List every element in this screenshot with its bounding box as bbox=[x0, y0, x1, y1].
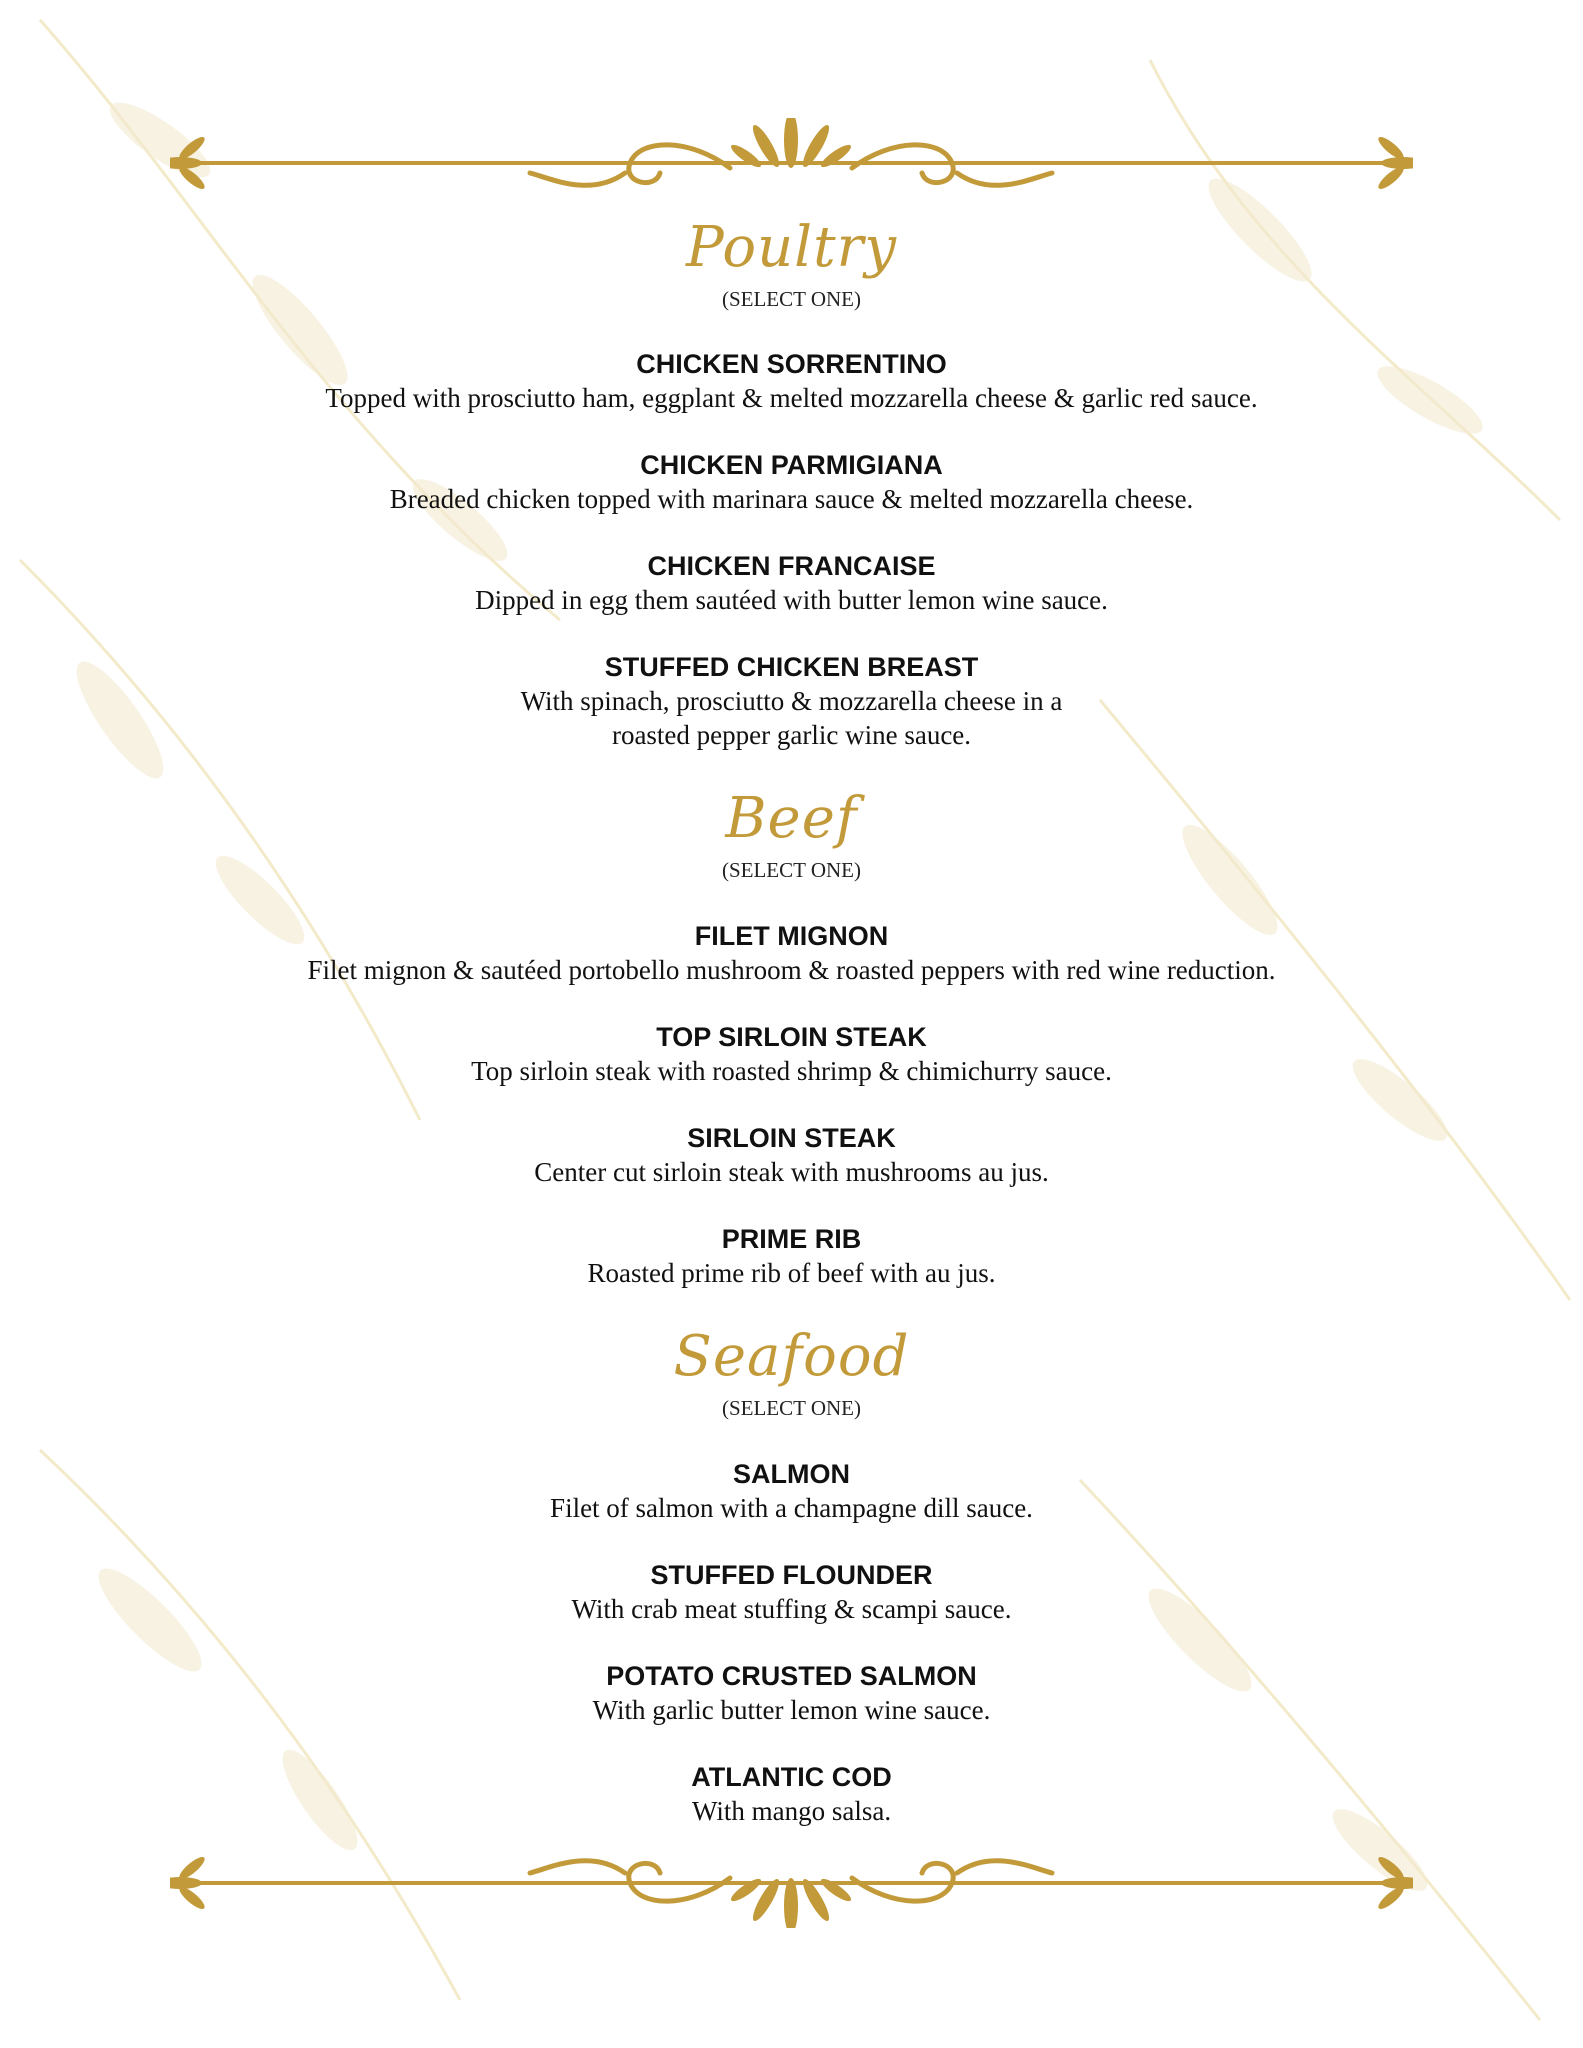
menu-item bbox=[0, 1222, 1583, 1290]
item-description: Top sirloin steak with roasted shrimp & chimichurry sauce. bbox=[471, 1056, 1112, 1086]
item-description: With mango salsa. bbox=[691, 1796, 892, 1826]
menu-item bbox=[0, 1121, 1583, 1189]
item-description: Breaded chicken topped with marinara sauce & melted mozzarella cheese. bbox=[389, 484, 1194, 514]
section-note-beef: (SELECT ONE) bbox=[721, 858, 861, 882]
item-name: TOP SIRLOIN STEAK bbox=[656, 1022, 927, 1052]
item-description: With spinach, prosciutto & mozzarella cheese in a bbox=[520, 686, 1063, 716]
item-name: PRIME RIB bbox=[721, 1224, 862, 1254]
item-description: Center cut sirloin steak with mushrooms au jus. bbox=[534, 1157, 1049, 1187]
item-description: Topped with prosciutto ham, eggplant & melted mozzarella cheese & garlic red sauce. bbox=[325, 383, 1258, 413]
item-name: STUFFED FLOUNDER bbox=[650, 1560, 933, 1590]
section-title-poultry: Poultry bbox=[685, 215, 897, 280]
item-name: CHICKEN FRANCAISE bbox=[647, 551, 936, 581]
section-note-seafood: (SELECT ONE) bbox=[721, 1396, 861, 1420]
ornamental-divider-bottom bbox=[170, 1838, 1413, 1928]
ornamental-divider-top bbox=[170, 118, 1413, 208]
item-name: POTATO CRUSTED SALMON bbox=[606, 1661, 977, 1691]
item-description: Filet of salmon with a champagne dill sauce. bbox=[550, 1493, 1033, 1523]
item-description: Dipped in egg them sautéed with butter lemon wine sauce. bbox=[475, 585, 1108, 615]
item-name: FILET MIGNON bbox=[694, 921, 889, 951]
item-description: Filet mignon & sautéed portobello mushroom & roasted peppers with red wine reduction. bbox=[307, 955, 1276, 985]
item-name: CHICKEN PARMIGIANA bbox=[640, 450, 943, 480]
menu-item bbox=[0, 347, 1583, 415]
item-description: Roasted prime rib of beef with au jus. bbox=[587, 1258, 996, 1288]
item-name: SALMON bbox=[733, 1459, 850, 1489]
item-name: SIRLOIN STEAK bbox=[687, 1123, 896, 1153]
menu-item bbox=[0, 1558, 1583, 1626]
section-title-beef: Beef bbox=[725, 786, 858, 851]
item-name: CHICKEN SORRENTINO bbox=[636, 349, 947, 379]
item-description: With crab meat stuffing & scampi sauce. bbox=[571, 1594, 1012, 1624]
menu-item bbox=[0, 650, 1583, 752]
item-name: STUFFED CHICKEN BREAST bbox=[604, 652, 979, 682]
menu-item bbox=[0, 448, 1583, 516]
section-title-seafood: Seafood bbox=[673, 1324, 910, 1389]
item-name: ATLANTIC COD bbox=[691, 1762, 892, 1792]
menu-item bbox=[0, 919, 1583, 987]
item-description: With garlic butter lemon wine sauce. bbox=[592, 1695, 991, 1725]
section-note-poultry: (SELECT ONE) bbox=[721, 287, 861, 311]
item-description-line-2: roasted pepper garlic wine sauce. bbox=[611, 720, 972, 750]
menu-item bbox=[0, 1457, 1583, 1525]
menu-item bbox=[0, 1659, 1583, 1727]
menu-item bbox=[0, 1760, 1583, 1828]
menu-item bbox=[0, 1020, 1583, 1088]
menu-item bbox=[0, 549, 1583, 617]
